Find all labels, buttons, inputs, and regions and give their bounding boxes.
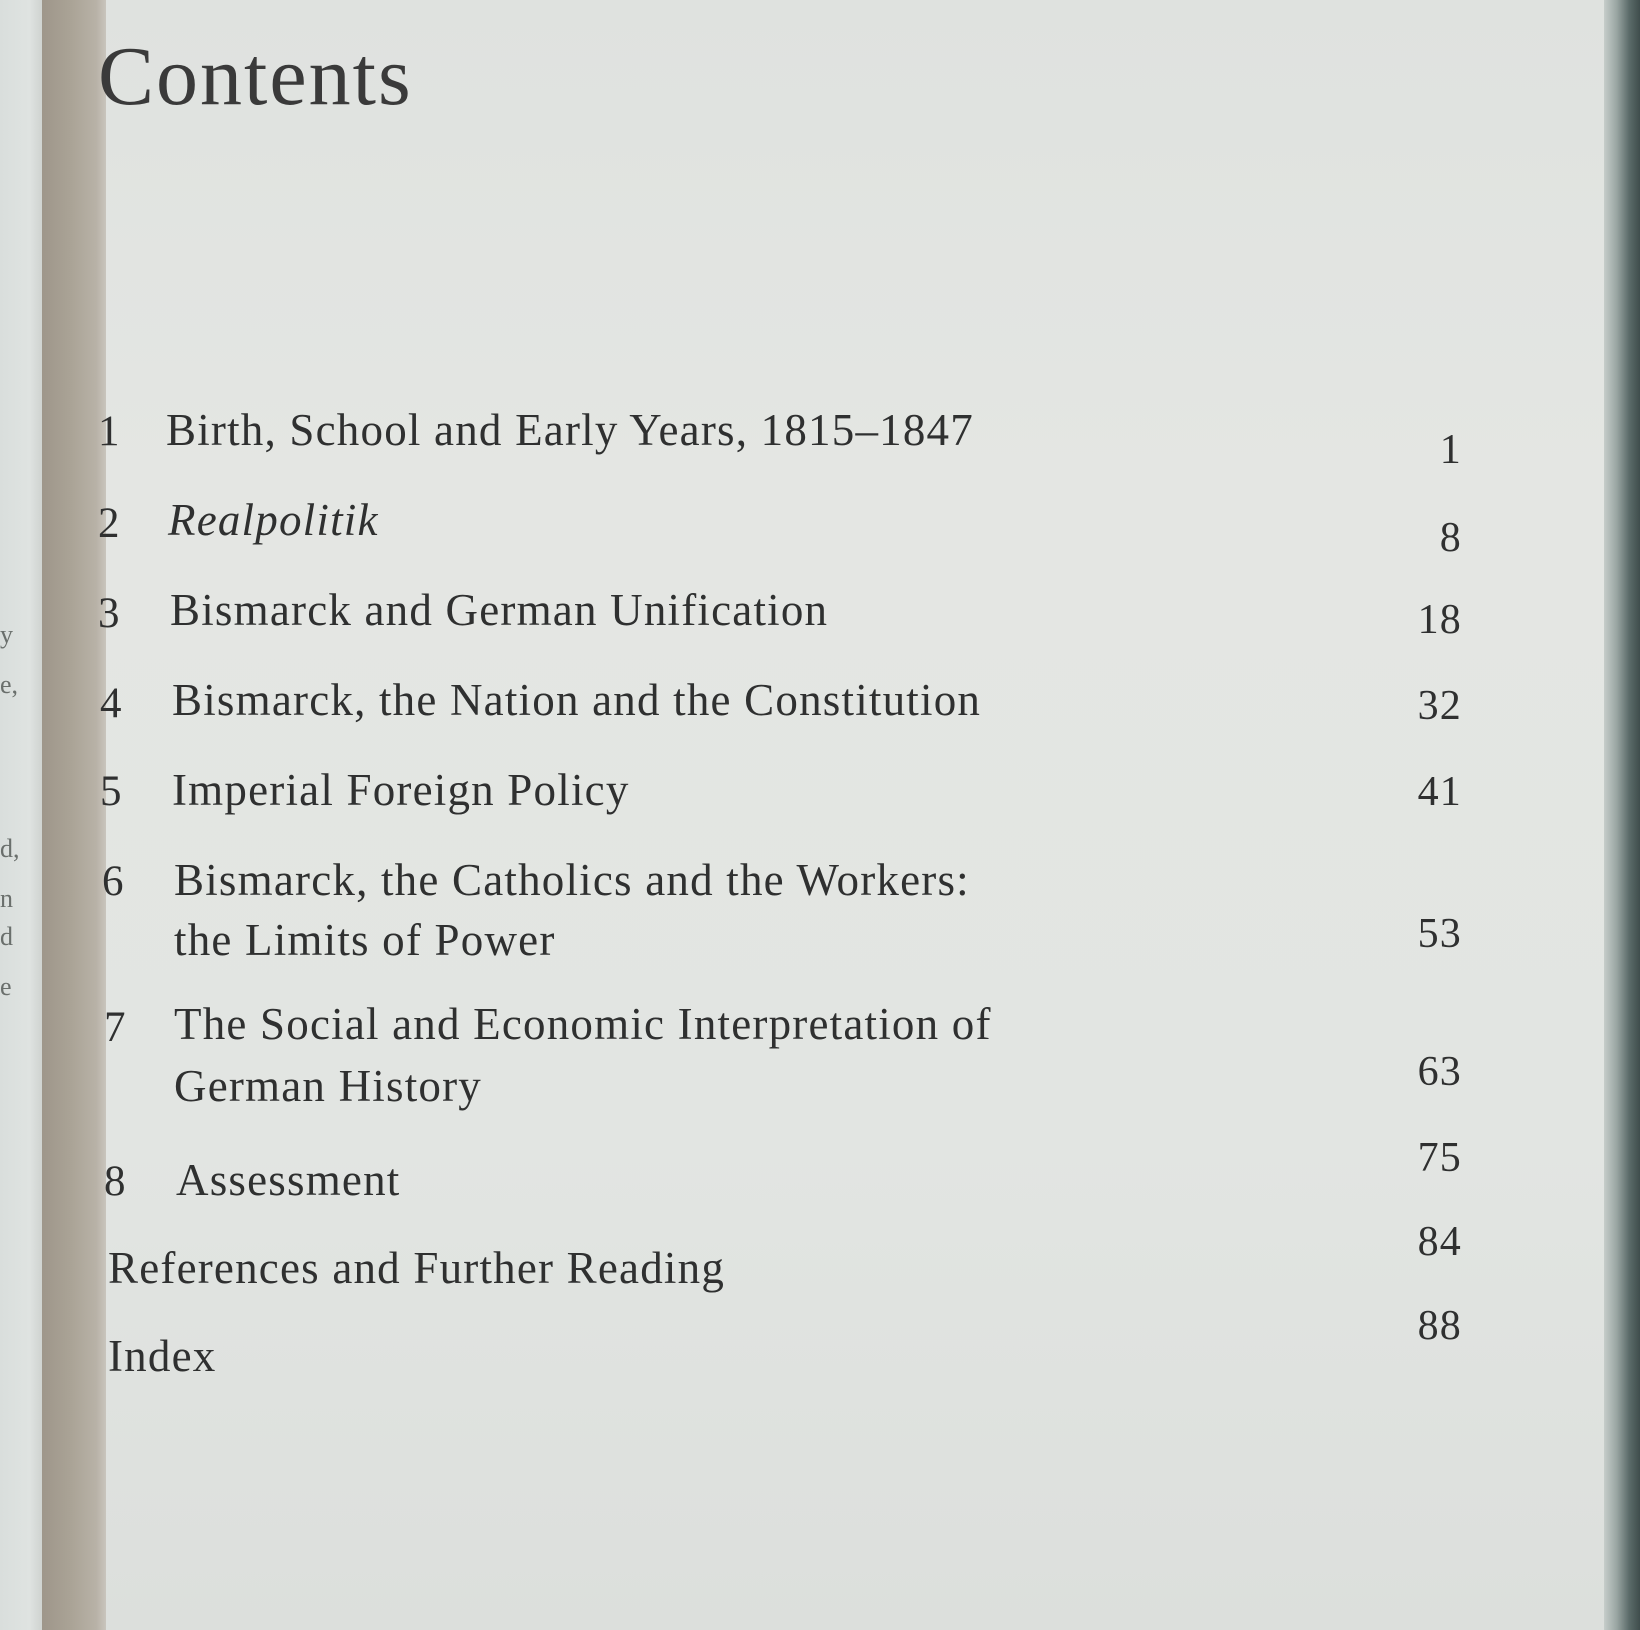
facing-page-text-fragment: n xyxy=(0,884,13,913)
chapter-number: 3 xyxy=(98,590,121,637)
facing-page-text-fragment: e, xyxy=(0,670,19,699)
chapter-number: 7 xyxy=(104,1004,127,1051)
page-number: 1 xyxy=(1439,427,1462,473)
chapter-title-line-1: The Social and Economic Interpretation of xyxy=(174,999,992,1049)
page-number: 53 xyxy=(1417,911,1462,957)
chapter-number: 4 xyxy=(100,680,123,727)
chapter-title-line-1: Bismarck, the Catholics and the Workers: xyxy=(174,855,970,905)
page-number: 18 xyxy=(1417,597,1462,643)
chapter-title: Realpolitik xyxy=(168,495,379,545)
chapter-title-line-2: the Limits of Power xyxy=(174,915,556,965)
page-number: 8 xyxy=(1439,515,1462,561)
facing-page-text-fragment: e xyxy=(0,972,12,1001)
chapter-number: 1 xyxy=(98,408,121,455)
section-title: Index xyxy=(108,1331,217,1381)
chapter-number: 2 xyxy=(98,500,121,547)
chapter-title: Assessment xyxy=(176,1155,401,1205)
page-number: 32 xyxy=(1417,683,1462,729)
chapter-title: Birth, School and Early Years, 1815–1847 xyxy=(166,405,974,455)
chapter-number: 8 xyxy=(104,1158,127,1205)
page-number: 84 xyxy=(1417,1219,1462,1265)
page-number: 63 xyxy=(1417,1049,1462,1095)
facing-page-text-fragment: d xyxy=(0,922,13,951)
chapter-title: Bismarck, the Nation and the Constitution xyxy=(172,675,982,725)
page-number: 88 xyxy=(1417,1303,1462,1349)
facing-page-text-fragment: y xyxy=(0,620,13,649)
page-number: 41 xyxy=(1417,769,1462,815)
chapter-title: Imperial Foreign Policy xyxy=(172,765,630,815)
facing-page-text-fragment: d, xyxy=(0,834,20,863)
chapter-title-line-2: German History xyxy=(174,1061,482,1111)
chapter-title: Bismarck and German Unification xyxy=(170,585,829,635)
chapter-number: 6 xyxy=(102,858,125,905)
page-title: Contents xyxy=(98,30,413,123)
chapter-number: 5 xyxy=(100,768,123,815)
section-title: References and Further Reading xyxy=(108,1243,726,1293)
page-number: 75 xyxy=(1417,1135,1462,1181)
